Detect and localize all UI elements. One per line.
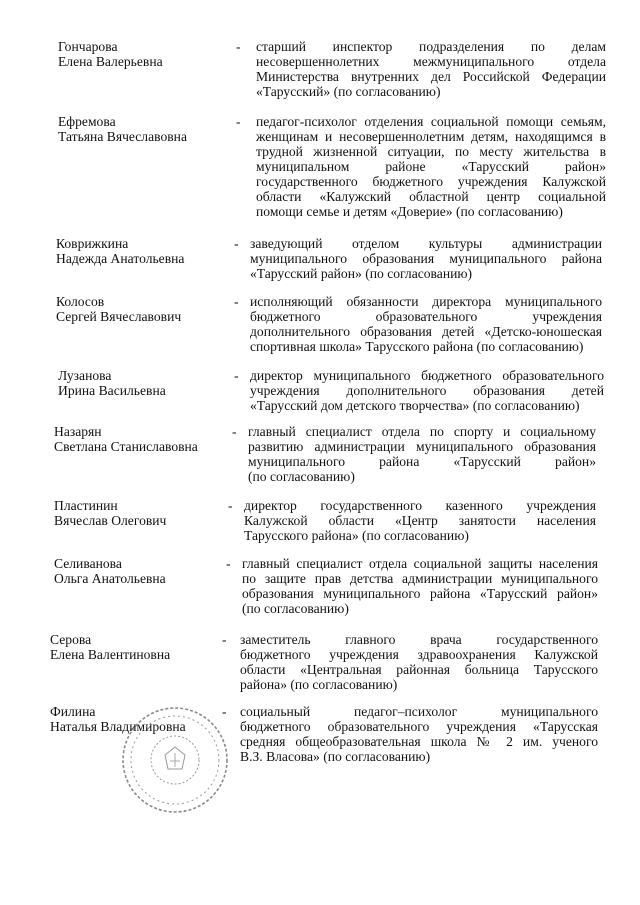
separator-dash: - [234,368,239,383]
member-given-names: Наталья Владимировна [50,719,186,734]
member-position [250,294,602,354]
member-surname: Коврижкина [56,236,129,251]
position-line: директор государственного казенного учреждения [244,498,596,513]
position-line: несовершеннолетних межмуниципального отдела [256,54,606,69]
position-line: (по согласованию) [242,601,349,616]
position-line: района» (по согласованию) [240,677,398,692]
separator-dash: - [232,424,237,439]
position-line: заведующий отделом культуры администрации [250,236,602,251]
position-line: развитию администрации муниципального образования [248,439,596,454]
member-given-names: Ирина Васильевна [58,383,166,398]
separator-dash: - [226,556,231,571]
member-surname: Ефремова [58,114,116,129]
position-line: женщинам и несовершеннолетним детям, находящимся в [256,129,606,144]
position-line: муниципального образования муниципального района [250,251,602,266]
separator-dash: - [222,632,227,647]
position-line: муниципального района «Тарусский район» [248,454,596,469]
member-position [250,368,604,413]
position-line: трудной жизненной ситуации, по месту жительства в [256,144,606,159]
position-line: педагог-психолог отделения социальной помощи семьям, [256,114,606,129]
separator-dash: - [234,236,239,251]
member-name [54,424,198,454]
member-given-names: Светлана Станиславовна [54,439,198,454]
separator-dash: - [236,114,241,129]
member-position [250,236,602,281]
member-surname: Селиванова [54,556,122,571]
member-given-names: Сергей Вячеславович [56,309,182,324]
member-given-names: Ольга Анатольевна [54,571,166,586]
member-position [256,39,606,99]
member-surname: Гончарова [58,39,118,54]
member-name [58,368,166,398]
member-position [256,114,606,219]
separator-dash: - [236,39,241,54]
position-line: области «Калужский областной центр социальной [256,189,606,204]
member-name [54,498,166,528]
member-given-names: Татьяна Вячеславовна [58,129,187,144]
position-line: В.З. Власова» (по согласованию) [240,749,431,764]
member-position [242,556,598,616]
member-position [248,424,596,484]
position-line: «Тарусский дом детского творчества» (по согласованию) [250,398,580,413]
member-name [56,294,181,324]
round-seal-icon [120,705,230,815]
position-line: помощи семье и детям «Доверие» (по согласованию) [256,204,563,219]
member-surname: Назарян [54,424,102,439]
member-surname: Серова [50,632,92,647]
position-line: образования муниципального района «Тарусский район» [242,586,598,601]
position-line: средняя общеобразовательная школа № 2 им. ученого [240,734,598,749]
position-line: «Тарусский» (по согласованию) [256,84,441,99]
member-surname: Колосов [56,294,105,309]
member-name [50,632,170,662]
position-line: муниципальном районе «Тарусский район» [256,159,606,174]
position-line: по защите прав детства администрации муниципального [242,571,598,586]
member-given-names: Елена Валентиновна [50,647,171,662]
member-surname: Филина [50,704,96,719]
member-name [58,39,163,69]
position-line: области «Центральная районная больница Тарусского [240,662,598,677]
member-position [240,704,598,764]
position-line: (по согласованию) [248,469,355,484]
member-surname: Лузанова [58,368,112,383]
position-line: бюджетного учреждения здравоохранения Калужской [240,647,598,662]
separator-dash: - [222,704,227,719]
member-given-names: Надежда Анатольевна [56,251,185,266]
position-line: главный специалист отдела социальной защиты населения [242,556,598,571]
position-line: директор муниципального бюджетного образовательного [250,368,604,383]
separator-dash: - [228,498,233,513]
member-position [240,632,598,692]
member-name [58,114,187,144]
position-line: «Тарусский район» (по согласованию) [250,266,473,281]
position-line: Тарусского района» (по согласованию) [244,528,469,543]
position-line: государственного бюджетного учреждения Калужской [256,174,606,189]
member-name [54,556,166,586]
position-line: исполняющий обязанности директора муниципального [250,294,602,309]
separator-dash: - [234,294,239,309]
position-line: главный специалист отдела по спорту и социальному [248,424,596,439]
member-position [244,498,596,543]
member-given-names: Елена Валерьевна [58,54,163,69]
member-surname: Пластинин [54,498,118,513]
position-line: бюджетного образовательного учреждения [250,309,602,324]
member-given-names: Вячеслав Олегович [54,513,167,528]
member-name [56,236,184,266]
position-line: Калужской области «Центр занятости населения [244,513,596,528]
position-line: социальный педагог–психолог муниципального [240,704,598,719]
position-line: заместитель главного врача государственного [240,632,598,647]
position-line: дополнительного образования детей «Детско-юношеская [250,324,602,339]
position-line: бюджетного образовательного учреждения «Тарусская [240,719,598,734]
position-line: Министерства внутренних дел Российской Федерации [256,69,606,84]
position-line: старший инспектор подразделения по делам [256,39,606,54]
position-line: спортивная школа» Тарусского района (по согласованию) [250,339,584,354]
position-line: учреждения дополнительного образования детей [250,383,604,398]
